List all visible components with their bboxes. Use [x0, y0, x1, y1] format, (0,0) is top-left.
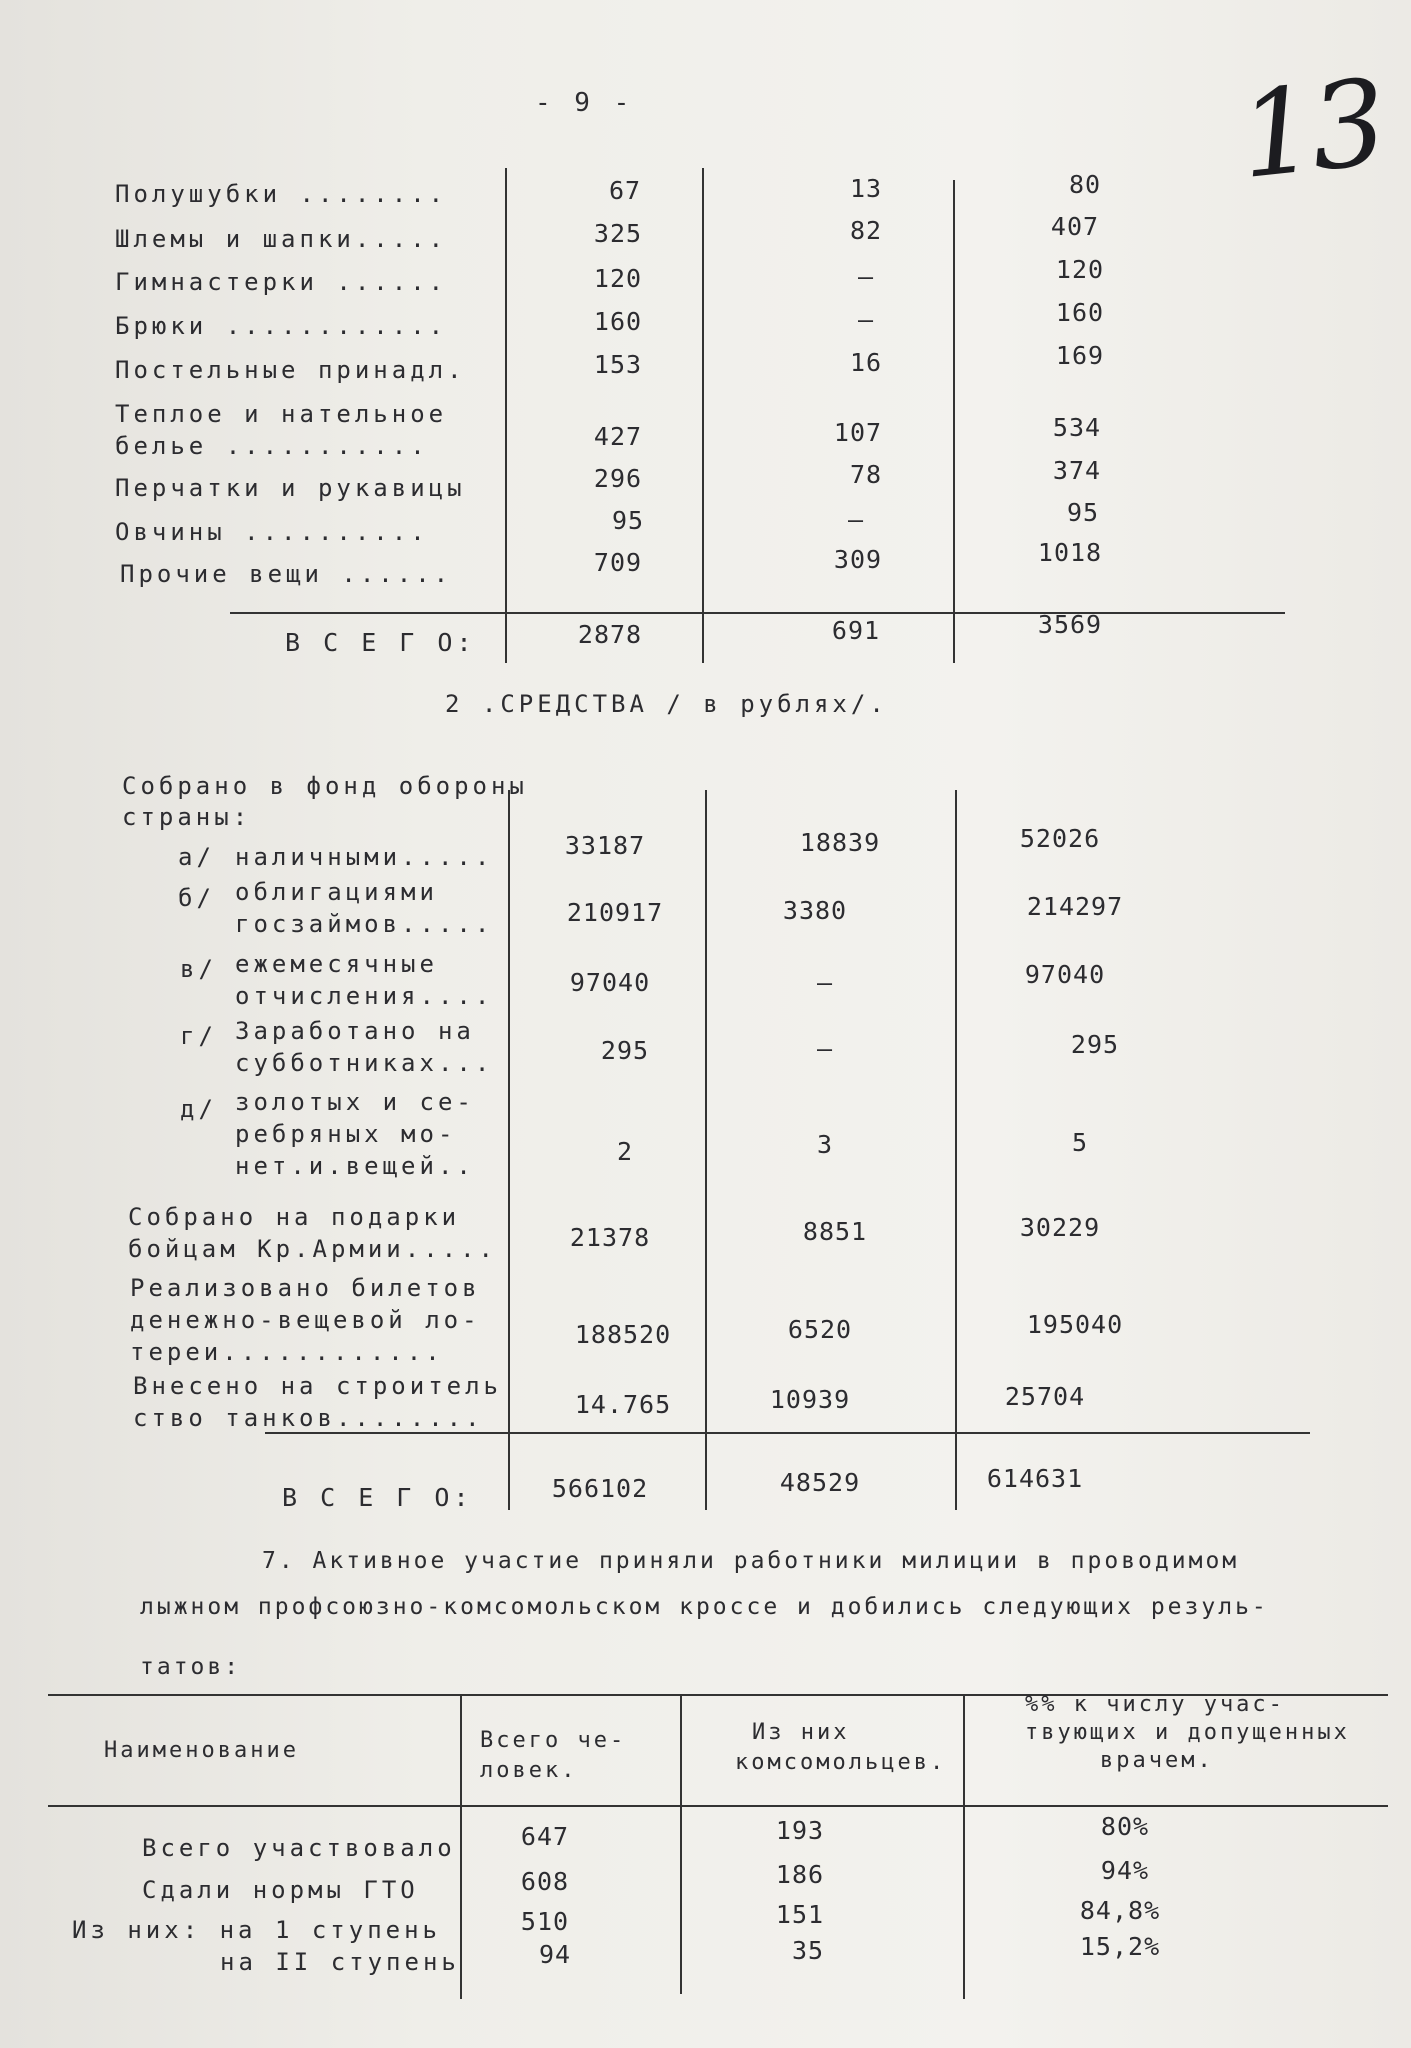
clothing-value: 374: [1052, 456, 1102, 485]
ski-header-percent: %% к числу учас-: [1025, 1692, 1285, 1717]
funds-value: 97040: [1024, 960, 1106, 989]
clothing-value: –: [857, 262, 875, 291]
funds-value: 33187: [564, 831, 646, 860]
clothing-value: 153: [593, 350, 643, 379]
clothing-value: 709: [593, 548, 643, 577]
ski-percent-value: 80%: [1100, 1812, 1150, 1841]
section-2-title: 2 .СРЕДСТВА / в рублях/.: [445, 690, 888, 718]
other-value: 14.765: [574, 1390, 672, 1419]
clothing-value: 534: [1052, 413, 1102, 442]
funds-value: –: [816, 968, 834, 997]
clothing-value: 160: [1055, 298, 1105, 327]
ski-total-value: 608: [520, 1867, 570, 1896]
ski-komsomol-value: 151: [775, 1900, 825, 1929]
clothing-label: Перчатки и рукавицы: [115, 474, 466, 502]
other-label: Внесено на строитель: [133, 1372, 502, 1400]
handwritten-page-mark: 13: [1233, 52, 1389, 206]
clothing-value: 80: [1068, 170, 1102, 199]
paragraph-7-line: татов:: [140, 1654, 242, 1680]
funds-total-value: 48529: [779, 1468, 861, 1497]
ski-komsomol-value: 186: [775, 1860, 825, 1889]
clothing-total-label: В С Е Г О:: [285, 628, 476, 657]
funds-value: 295: [1070, 1030, 1120, 1059]
funds-label: облигациями: [235, 878, 438, 906]
funds-value: –: [816, 1034, 834, 1063]
clothing-value: 82: [849, 216, 883, 245]
funds-letter: б/: [178, 884, 215, 912]
clothing-label: Овчины ..........: [115, 518, 429, 546]
funds-label: отчисления....: [235, 982, 494, 1010]
clothing-value: 95: [611, 506, 645, 535]
funds-letter: г/: [180, 1022, 217, 1050]
funds-letter: д/: [180, 1095, 217, 1123]
clothing-value: 1018: [1037, 538, 1103, 567]
funds-value: 210917: [566, 898, 664, 927]
funds-label: нет.и.вещей..: [235, 1152, 475, 1180]
funds-col-line-2: [705, 790, 707, 1510]
paragraph-7-line: 7. Активное участие приняли работники милиции в проводимом: [262, 1548, 1240, 1574]
funds-value: 5: [1071, 1128, 1089, 1157]
ski-percent-value: 94%: [1100, 1856, 1150, 1885]
other-value: 195040: [1026, 1310, 1124, 1339]
clothing-value: 120: [593, 264, 643, 293]
clothing-value: 78: [849, 460, 883, 489]
ski-header-rule: [48, 1805, 1388, 1807]
clothing-value: 16: [849, 348, 883, 377]
clothing-value: 309: [833, 545, 883, 574]
clothing-value: 296: [593, 464, 643, 493]
clothing-col-line-1: [505, 168, 507, 663]
clothing-value: 95: [1066, 498, 1100, 527]
clothing-total-value: 2878: [577, 620, 643, 649]
clothing-value: 120: [1055, 255, 1105, 284]
other-label: Собрано на подарки: [128, 1203, 461, 1231]
ski-percent-value: 84,8%: [1079, 1896, 1161, 1925]
funds-letter: а/: [178, 843, 215, 871]
clothing-label: Шлемы и шапки.....: [115, 225, 448, 253]
clothing-value: 107: [833, 418, 883, 447]
other-value: 188520: [574, 1320, 672, 1349]
paragraph-7-line: лыжном профсоюзно-комсомольском кроссе и добились следующих резуль-: [140, 1594, 1269, 1620]
other-label: бойцам Кр.Армии.....: [128, 1235, 497, 1263]
funds-value: 3: [816, 1130, 834, 1159]
other-label: ство танков........: [133, 1404, 484, 1432]
funds-total-value: 614631: [986, 1464, 1084, 1493]
ski-col-line-2: [680, 1694, 682, 1994]
clothing-label: Постельные принадл.: [115, 356, 466, 384]
funds-value: 52026: [1019, 824, 1101, 853]
clothing-value: 13: [849, 174, 883, 203]
funds-value: 18839: [799, 828, 881, 857]
page-number: - 9 -: [535, 88, 634, 118]
other-value: 10939: [769, 1385, 851, 1414]
funds-value: 3380: [782, 896, 848, 925]
ski-total-value: 647: [520, 1822, 570, 1851]
clothing-value: 67: [608, 176, 642, 205]
clothing-label: Полушубки ........: [115, 180, 448, 208]
clothing-value: 407: [1050, 212, 1100, 241]
ski-komsomol-value: 193: [775, 1816, 825, 1845]
funds-label: золотых и се-: [235, 1088, 475, 1116]
clothing-label: Гимнастерки ......: [115, 268, 448, 296]
funds-value: 2: [616, 1137, 634, 1166]
other-label: денежно-вещевой ло-: [130, 1306, 481, 1334]
ski-header-komsomol: комсомольцев.: [735, 1750, 947, 1775]
clothing-label: Теплое и нательное: [115, 400, 448, 428]
ski-row-label: Сдали нормы ГТО: [142, 1876, 419, 1904]
clothing-label: белье ...........: [115, 432, 429, 460]
other-value: 6520: [787, 1315, 853, 1344]
ski-row-label: Всего участвовало: [142, 1834, 456, 1862]
other-label: Реализовано билетов: [130, 1274, 481, 1302]
funds-label: субботниках...: [235, 1049, 494, 1077]
clothing-value: 169: [1055, 341, 1105, 370]
other-value: 8851: [802, 1217, 868, 1246]
funds-label: Заработано на: [235, 1017, 475, 1045]
funds-letter: в/: [180, 955, 217, 983]
other-value: 25704: [1004, 1382, 1086, 1411]
ski-header-total: Всего че-: [480, 1728, 627, 1753]
clothing-label: Прочие вещи ......: [120, 560, 453, 588]
ski-header-total: ловек.: [480, 1758, 578, 1783]
funds-label: наличными.....: [235, 843, 494, 871]
ski-col-line-3: [963, 1694, 965, 1999]
ski-total-value: 94: [538, 1940, 572, 1969]
ski-percent-value: 15,2%: [1079, 1932, 1161, 1961]
funds-value: 295: [600, 1036, 650, 1065]
funds-col-line-3: [955, 790, 957, 1510]
ski-header-komsomol: Из них: [752, 1720, 850, 1745]
clothing-total-value: 691: [831, 616, 881, 645]
funds-total-rule: [265, 1432, 1310, 1434]
clothing-col-line-3: [953, 180, 955, 663]
funds-label: ежемесячные: [235, 950, 438, 978]
funds-value: 97040: [569, 968, 651, 997]
clothing-label: Брюки ............: [115, 312, 448, 340]
clothing-value: 325: [593, 219, 643, 248]
clothing-value: 427: [593, 422, 643, 451]
ski-total-value: 510: [520, 1907, 570, 1936]
funds-label: госзаймов.....: [235, 910, 494, 938]
ski-komsomol-value: 35: [791, 1936, 825, 1965]
other-label: тереи............: [130, 1338, 444, 1366]
ski-row-label: Из них: на 1 ступень: [72, 1916, 441, 1944]
other-value: 30229: [1019, 1213, 1101, 1242]
ski-header-percent: врачем.: [1100, 1748, 1214, 1773]
ski-row-label: на II ступень: [220, 1948, 460, 1976]
ski-header-name: Наименование: [104, 1738, 299, 1763]
clothing-value: –: [847, 505, 865, 534]
clothing-value: 160: [593, 307, 643, 336]
clothing-col-line-2: [702, 168, 704, 663]
funds-heading: страны:: [122, 803, 252, 831]
ski-header-percent: твующих и допущенных: [1025, 1720, 1350, 1745]
funds-heading: Собрано в фонд обороны: [122, 772, 528, 800]
funds-col-line-1: [508, 790, 510, 1510]
funds-value: 214297: [1026, 892, 1124, 921]
clothing-total-value: 3569: [1037, 610, 1103, 639]
funds-label: ребряных мо-: [235, 1120, 457, 1148]
ski-col-line-1: [460, 1694, 462, 1999]
funds-total-label: В С Е Г О:: [282, 1483, 473, 1512]
other-value: 21378: [569, 1223, 651, 1252]
clothing-value: –: [857, 305, 875, 334]
funds-total-value: 566102: [551, 1474, 649, 1503]
